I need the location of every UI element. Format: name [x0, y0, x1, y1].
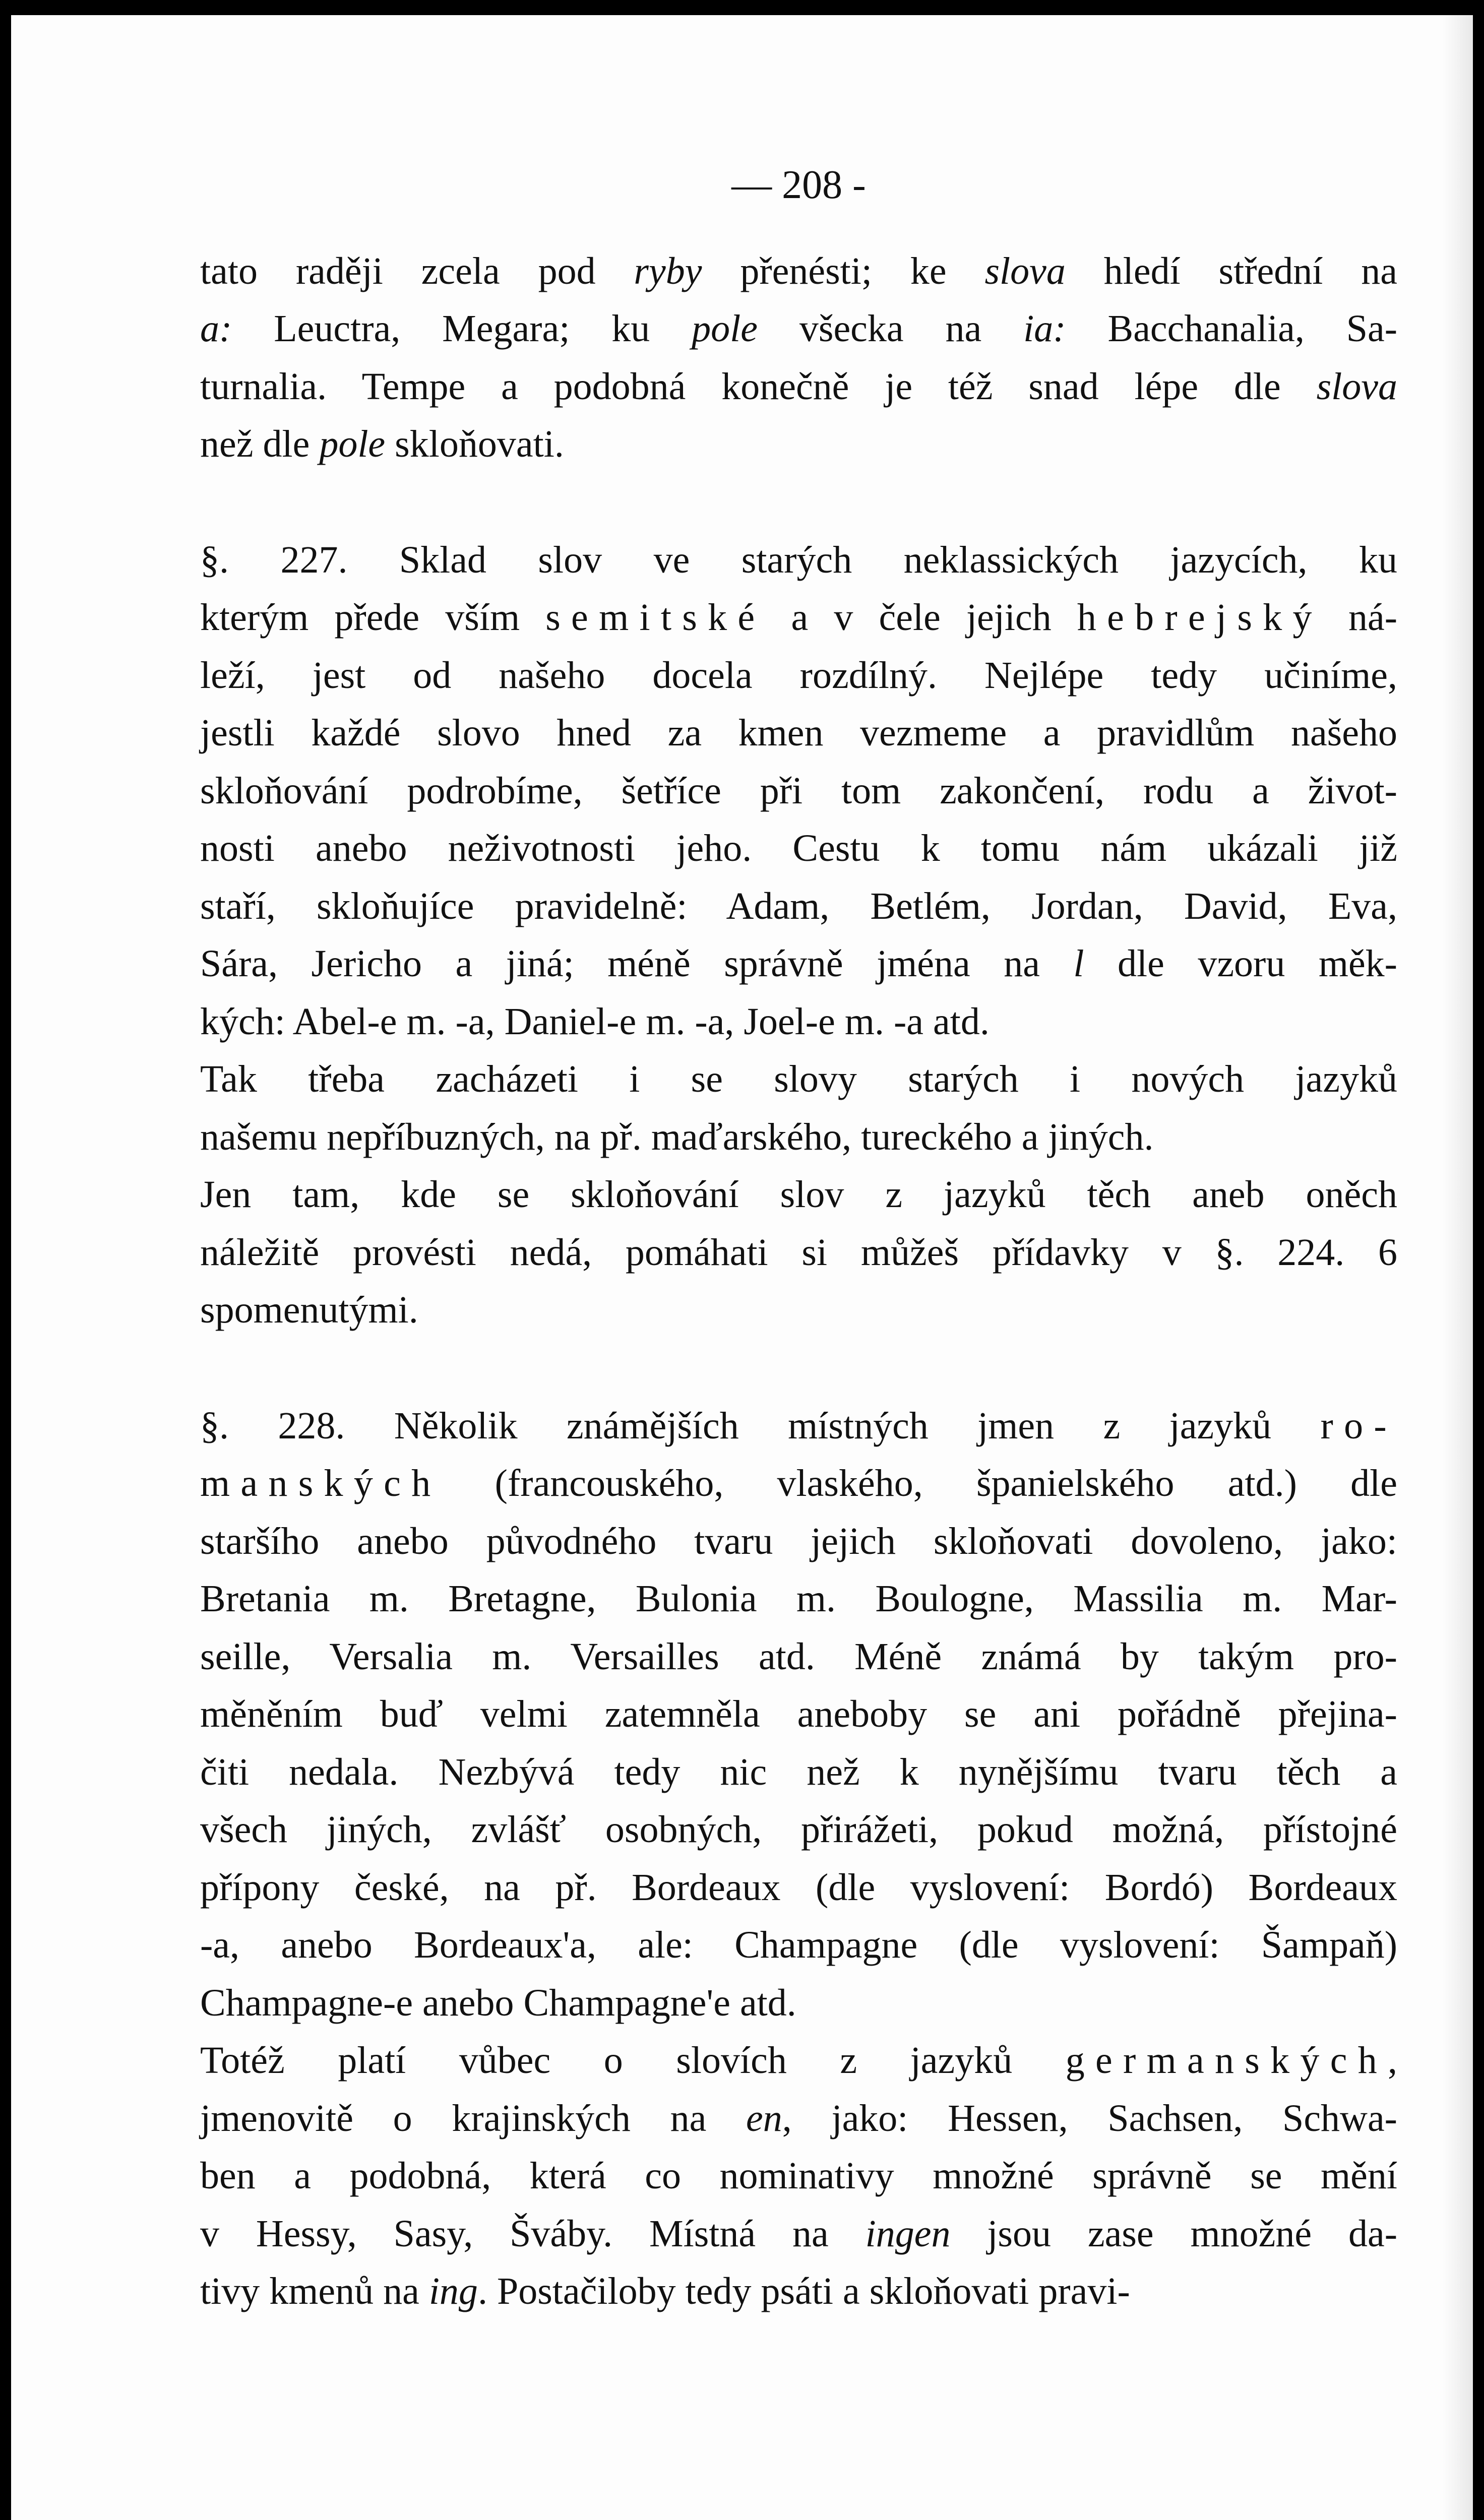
text-line: náležitě provésti nedá, pomáhati si můžeš přídavky v §. 224. 6 [200, 1231, 1397, 1274]
text-line: Sára, Jericho a jiná; méně správně jména na l dle vzoru měk- [200, 942, 1397, 985]
italic-term: ingen [865, 2212, 951, 2255]
text-line: nosti anebo neživotnosti jeho. Cestu k tomu nám ukázali již [200, 827, 1397, 869]
italic-term: slova [1316, 365, 1397, 408]
page-number: — 208 - [731, 163, 866, 207]
text-line: turnalia. Tempe a podobná konečně je též snad lépe dle slova [200, 365, 1397, 408]
text-line: Totéž platí vůbec o slovích z jazyků germanských, [200, 2039, 1397, 2082]
text-line: Tak třeba zacházeti i se slovy starých i nových jazyků [200, 1058, 1397, 1100]
text-line: tato raději zcela pod ryby přenésti; ke slova hledí střední na [200, 249, 1397, 292]
text-line: měněním buď velmi zatemněla aneboby se ani pořádně přejina- [200, 1693, 1397, 1735]
text-line: §. 227. Sklad slov ve starých neklassických jazycích, ku [200, 538, 1397, 581]
text-line: Champagne-e anebo Champagne'e atd. [200, 1981, 796, 2024]
paragraph [200, 1397, 1397, 2032]
italic-term: en [746, 2097, 782, 2139]
text-line: kých: Abel-e m. -a, Daniel-e m. -a, Joel-e m. -a atd. [200, 1000, 990, 1043]
section-gap [200, 473, 1397, 531]
text-line: jestli každé slovo hned za kmen vezmeme a pravidlům našeho [200, 712, 1397, 754]
text-line: jmenovitě o krajinských na en, jako: Hessen, Sachsen, Schwa- [200, 2097, 1397, 2139]
text-line: přípony české, na př. Bordeaux (dle vyslovení: Bordó) Bordeaux [200, 1866, 1397, 1909]
italic-term: l [1073, 942, 1084, 985]
body-text [200, 242, 1397, 2320]
paragraph [200, 1050, 1397, 1166]
paragraph [200, 242, 1397, 473]
book-page [11, 15, 1473, 2520]
text-line: spomenutými. [200, 1289, 418, 1331]
text-line: našemu nepříbuzných, na př. maďarského, tureckého a jiných. [200, 1115, 1154, 1158]
text-line: staršího anebo původného tvaru jejich skloňovati dovoleno, jako: [200, 1520, 1397, 1562]
spaced-emphasis: germanských [1065, 2039, 1388, 2082]
text-line: a: Leuctra, Megara; ku pole všecka na ia: Bacchanalia, Sa- [200, 307, 1398, 350]
italic-term: pole [692, 307, 758, 350]
text-line: než dle pole skloňovati. [200, 423, 564, 465]
text-line: skloňování podrobíme, šetříce při tom zakončení, rodu a život- [200, 769, 1397, 812]
text-line: leží, jest od našeho docela rozdílný. Nejlépe tedy učiníme, [200, 654, 1397, 697]
text-line: seille, Versalia m. Versailles atd. Méně známá by takým pro- [200, 1635, 1397, 1678]
italic-term: ryby [634, 249, 702, 292]
text-line: staří, skloňujíce pravidelně: Adam, Betlém, Jordan, David, Eva, [200, 885, 1397, 927]
text-line: manských (francouského, vlaského, španielského atd.) dle [200, 1462, 1397, 1504]
spaced-emphasis: hebrejský [1077, 596, 1323, 639]
italic-term: ing [428, 2270, 478, 2312]
text-line: všech jiných, zvlášť osobných, přirážeti, pokud možná, přístojné [200, 1808, 1397, 1851]
text-line: kterým přede vším semitské a v čele jejich hebrejský ná- [200, 596, 1397, 639]
paragraph [200, 531, 1397, 1051]
italic-term: pole [319, 423, 386, 465]
section-gap [200, 1339, 1397, 1397]
text-line: Jen tam, kde se skloňování slov z jazyků těch aneb oněch [200, 1173, 1397, 1216]
page-edge-shadow [1443, 15, 1473, 2520]
text-block [200, 156, 1397, 2320]
text-line: Bretania m. Bretagne, Bulonia m. Boulogne, Massilia m. Mar- [200, 1578, 1397, 1620]
spaced-emphasis: manských [200, 1462, 442, 1504]
italic-term: a: [200, 307, 232, 350]
italic-term: slova [984, 249, 1066, 292]
text-line: čiti nedala. Nezbývá tedy nic než k nynějšímu tvaru těch a [200, 1750, 1397, 1793]
text-line: v Hessy, Sasy, Šváby. Místná na ingen jsou zase množné da- [200, 2212, 1398, 2255]
spaced-emphasis: semitské [545, 596, 766, 639]
text-line: §. 228. Několik známějších místných jmen z jazyků ro- [200, 1404, 1397, 1447]
text-line: tivy kmenů na ing. Postačiloby tedy psáti a skloňovati pravi- [200, 2270, 1130, 2312]
paragraph [200, 2032, 1397, 2320]
paragraph [200, 1166, 1397, 1339]
spaced-emphasis: ro- [1320, 1404, 1397, 1447]
italic-term: ia: [1023, 307, 1066, 350]
text-line: -a, anebo Bordeaux'a, ale: Champagne (dle vyslovení: Šampaň) [200, 1924, 1397, 1966]
text-line: ben a podobná, která co nominativy množné správně se mění [200, 2155, 1397, 2197]
